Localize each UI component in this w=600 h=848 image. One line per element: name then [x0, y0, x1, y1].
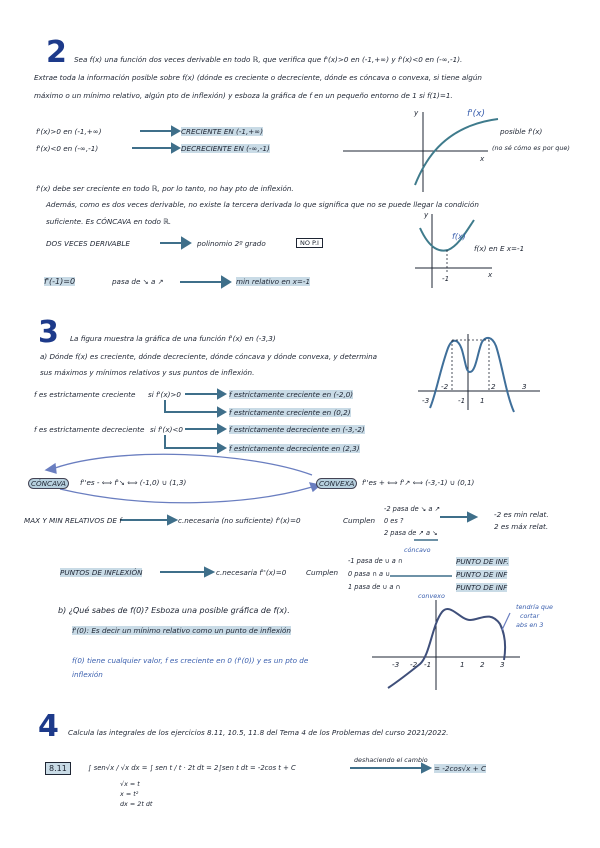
ex3-pi-cond: c.necesaria f''(x)=0	[216, 568, 287, 577]
ex3-dec-r2: f estrictamente decreciente en (2,3)	[229, 444, 360, 453]
ex3-pi-opt3: 1 pasa de ∪ a ∩	[348, 583, 401, 591]
ex2-deriv-box: NO P.I	[296, 238, 323, 248]
ex3-tick-3: 3	[522, 382, 527, 391]
ex4-result: = -2cos√x + C	[434, 764, 487, 773]
ex2-fprime-zero: f'(-1)=0	[44, 277, 76, 286]
ex2-pasa: pasa de ↘ a ↗	[112, 277, 164, 286]
ex3-mm-opt2: 0 es ?	[384, 517, 404, 525]
ex2-graph2-x: x	[488, 270, 493, 279]
ex3-mm-res2: 2 es máx relat.	[494, 522, 549, 531]
ex3b-tick-m2: -2	[410, 660, 418, 669]
ex3-mm-opt3: 2 pasa de ↗ a ↘	[384, 529, 438, 537]
ex2-para1: f'(x) debe ser creciente en todo ℝ, por lo tanto, no hay pto de inflexión.	[36, 184, 294, 193]
ex3-maxmin-left: MAX Y MIN RELATIVOS DE f	[24, 516, 122, 525]
ex2-number: 2	[46, 35, 67, 70]
ex4-sub2: x = t²	[120, 790, 139, 798]
ex3-convexo-note: convexo	[418, 592, 445, 600]
ex2-graph2-label: f(x)	[452, 232, 466, 241]
ex3-crec-cond: si f'(x)>0	[148, 390, 181, 399]
ex3b-tick-m3: -3	[392, 660, 400, 669]
ex3-dec-cond: si f'(x)<0	[150, 425, 183, 434]
ex3-mm-opt1: -2 pasa de ↘ a ↗	[384, 505, 441, 513]
ex2-para3: suficiente. Es CÓNCAVA en todo ℝ.	[46, 217, 172, 226]
ex3-part-b-ans3: inflexión	[72, 670, 103, 679]
ex3-concava: CÓNCAVA	[28, 478, 69, 489]
ex2-graph1-note1: posible f'(x)	[500, 127, 543, 136]
ex2-result1: CRECIENTE EN (-1,+∞)	[181, 127, 264, 136]
ex3-number: 3	[38, 315, 59, 350]
ex4-deshaciendo: deshaciendo el cambio	[354, 756, 428, 764]
ex3b-tick-1: 1	[460, 660, 465, 669]
ex3-tick-1: 1	[480, 396, 485, 405]
ex3-dec-r1: f estrictamente decreciente en (-3,-2)	[229, 425, 365, 434]
ex4-sub1: √x = t	[120, 780, 140, 788]
ex3b-tick-3: 3	[500, 660, 505, 669]
ex3-tick-m1: -1	[458, 396, 466, 405]
ex3-crec-r2: f estrictamente creciente en (0,2)	[229, 408, 351, 417]
ex3-pi-opt1: -1 pasa de ∪ a ∩	[348, 557, 403, 565]
ex3-tick-m2: -2	[441, 382, 449, 391]
ex2-graph2-y: y	[424, 210, 429, 219]
ex3-statement: La figura muestra la gráfica de una función f'(x) en (-3,3)	[70, 334, 276, 343]
ex2-deriv-right: polinomio 2º grado	[197, 239, 266, 248]
ex2-graph1-label: f'(x)	[467, 109, 485, 119]
ex4-sub3: dx = 2t dt	[120, 800, 153, 808]
ex2-graph1	[343, 109, 498, 192]
ex3b-note1: tendría que	[516, 603, 553, 611]
ex3-part-b-ans2: f(0) tiene cualquier valor, f es creciente en 0 (f'(0)) y es un pto de	[72, 656, 309, 665]
ex2-graph1-x: x	[480, 154, 485, 163]
ex4-arrow	[350, 764, 430, 772]
ex3-pi-opt2: 0 pasa ∩ a ∪	[348, 570, 390, 578]
ex3-convexa: CONVEXA	[316, 478, 357, 489]
ex2-para2: Además, como es dos veces derivable, no existe la tercera derivada lo que significa que no se puede llegar la condición	[46, 200, 479, 209]
ex2-graph1-y: y	[414, 108, 419, 117]
ex3-crec-r1: f estrictamente creciente en (-2,0)	[229, 390, 354, 399]
ex3-concavo-note: cóncavo	[404, 546, 431, 554]
ex2-statement-3: máximo o un mínimo relativo, algún pto de inflexión) y esboza la gráfica de f en un pequeño entorno de 1 si f(1)=1.	[34, 91, 453, 100]
ex3-crec-left: f es estrictamente creciente	[34, 390, 136, 399]
ex2-cond2: f'(x)<0 en (-∞,-1)	[36, 144, 99, 153]
ex3-pi-res3: PUNTO DE INF	[456, 583, 508, 592]
ex3-graph	[418, 334, 540, 412]
ex3-part-a-1: a) Dónde f(x) es creciente, dónde decreciente, dónde cóncava y dónde convexa, y determina	[40, 352, 378, 361]
ex2-result2: DECRECIENTE EN (-∞,-1)	[181, 144, 270, 153]
ex3-pi-res1: PUNTO DE INF.	[456, 557, 509, 566]
ex3b-tick-2: 2	[480, 660, 485, 669]
ex2-graph1-note2: (no sé cómo es por que)	[492, 144, 570, 152]
ex2-statement-2: Extrae toda la información posible sobre f(x) (dónde es creciente o decreciente, dónde es cóncava o convexa, si tiene algún	[34, 73, 482, 82]
ex3-part-a-2: sus máximos y mínimos relativos y sus puntos de inflexión.	[40, 368, 255, 377]
ex3-pi-res2: PUNTO DE INF	[456, 570, 508, 579]
ex3-mm-res1: -2 es min relat.	[494, 510, 549, 519]
ex3-part-b-ans1: f'(0): Es decir un mínimo relativo como un punto de inflexión	[72, 626, 291, 635]
ex4-number: 4	[38, 709, 59, 744]
ex3-pi-left: PUNTOS DE INFLEXIÓN	[60, 568, 143, 577]
ex3b-graph	[372, 600, 520, 690]
ex2-graph2-note: f(x) en E x=-1	[474, 244, 525, 253]
ex3-concava-rel: f''es - ⟺ f'↘ ⟺ (-1,0) ∪ (1,3)	[80, 478, 187, 487]
ex2-cond1: f'(x)>0 en (-1,+∞)	[36, 127, 102, 136]
ex3b-tick-m1: -1	[424, 660, 432, 669]
ex4-label: 8.11	[45, 762, 71, 775]
ex3-dec-left: f es estrictamente decreciente	[34, 425, 145, 434]
ex2-min-rel: min relativo en x=-1	[236, 277, 311, 286]
ex3-part-b: b) ¿Qué sabes de f(0)? Esboza una posible gráfica de f(x).	[58, 606, 290, 615]
ex3-tick-2: 2	[491, 382, 496, 391]
ex3-convexa-rel: f''es + ⟺ f'↗ ⟺ (-3,-1) ∪ (0,1)	[362, 478, 475, 487]
ex4-statement: Calcula las integrales de los ejercicios 8.11, 10.5, 11.8 del Tema 4 de los Problemas del curso 2021/2022.	[68, 728, 449, 737]
ex3-tick-m3: -3	[422, 396, 430, 405]
ex3-maxmin-cond: c.necesaria (no suficiente) f'(x)=0	[178, 516, 301, 525]
ex4-integral: ∫ sen√x / √x dx = ∫ sen t / t · 2t dt = 2∫sen t dt = -2cos t + C	[88, 764, 296, 772]
ex3b-note3: abs en 3	[516, 621, 544, 629]
ex2-deriv-left: DOS VECES DERIVABLE	[46, 239, 130, 248]
ex2-graph2-tick: -1	[442, 274, 450, 283]
ex2-statement-1: Sea f(x) una función dos veces derivable en todo ℝ, que verifica que f'(x)>0 en (-1,+∞) y f'(x)<0 en (-∞,-1).	[74, 55, 463, 64]
ex3b-note2: cortar	[520, 612, 540, 620]
ex3-pi-cumplen: Cumplen	[306, 568, 339, 577]
ex3-cumplen: Cumplen	[343, 516, 376, 525]
